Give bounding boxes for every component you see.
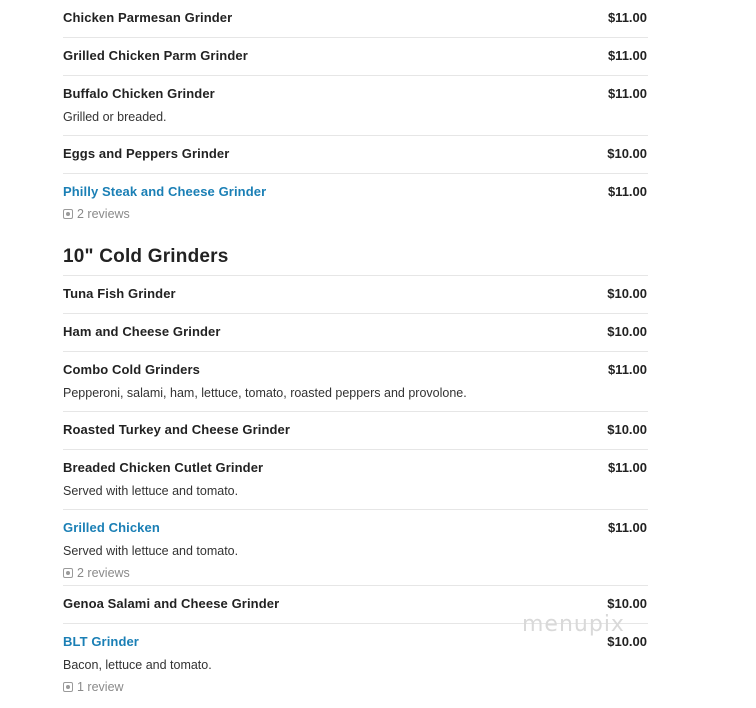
item-description: Bacon, lettuce and tomato. [63,658,212,672]
menu-item [63,412,648,450]
item-price: $11.00 [607,520,647,535]
item-name: Tuna Fish Grinder [63,286,176,301]
item-name: Ham and Cheese Grinder [63,324,221,339]
menu-item [63,0,648,38]
item-price: $11.00 [607,460,647,475]
item-name-link[interactable]: BLT Grinder [63,634,139,649]
item-price: $10.00 [607,596,647,611]
item-name: Roasted Turkey and Cheese Grinder [63,422,291,437]
menu-item [63,136,648,174]
item-price: $10.00 [607,324,647,339]
reviews-count: 1 review [77,680,124,694]
item-price: $11.00 [607,48,647,63]
review-icon [63,209,73,219]
item-price: $10.00 [607,634,647,649]
reviews-link[interactable] [63,565,648,581]
item-description: Served with lettuce and tomato. [63,484,239,498]
menu-item [63,450,648,510]
menupix-watermark: menupix [522,612,625,637]
item-name: Grilled Chicken Parm Grinder [63,48,248,63]
item-price: $10.00 [607,146,647,161]
item-name: Breaded Chicken Cutlet Grinder [63,460,264,475]
item-description: Grilled or breaded. [63,110,167,124]
item-name: Genoa Salami and Cheese Grinder [63,596,280,611]
menu-item [63,174,648,234]
item-name-link[interactable]: Grilled Chicken [63,520,160,535]
item-price: $11.00 [607,86,647,101]
item-price: $10.00 [607,286,647,301]
menu-item [63,276,648,314]
item-price: $11.00 [607,10,647,25]
item-price: $11.00 [607,184,647,199]
menu-item [63,510,648,586]
item-name-link[interactable]: Philly Steak and Cheese Grinder [63,184,267,199]
reviews-count: 2 reviews [77,207,130,221]
item-name: Eggs and Peppers Grinder [63,146,230,161]
section-title: 10" Cold Grinders [63,246,229,267]
menu-item [63,76,648,136]
item-description: Served with lettuce and tomato. [63,544,239,558]
item-price: $10.00 [607,422,647,437]
menu-item [63,314,648,352]
reviews-count: 2 reviews [77,566,130,580]
item-name: Buffalo Chicken Grinder [63,86,215,101]
item-name: Chicken Parmesan Grinder [63,10,233,25]
item-name: Combo Cold Grinders [63,362,200,377]
review-icon [63,568,73,578]
reviews-link[interactable] [63,679,648,695]
item-price: $11.00 [607,362,647,377]
menu-item [63,352,648,412]
item-description: Pepperoni, salami, ham, lettuce, tomato, roasted peppers and provolone. [63,386,467,400]
review-icon [63,682,73,692]
reviews-link[interactable] [63,206,648,222]
menu-item [63,38,648,76]
